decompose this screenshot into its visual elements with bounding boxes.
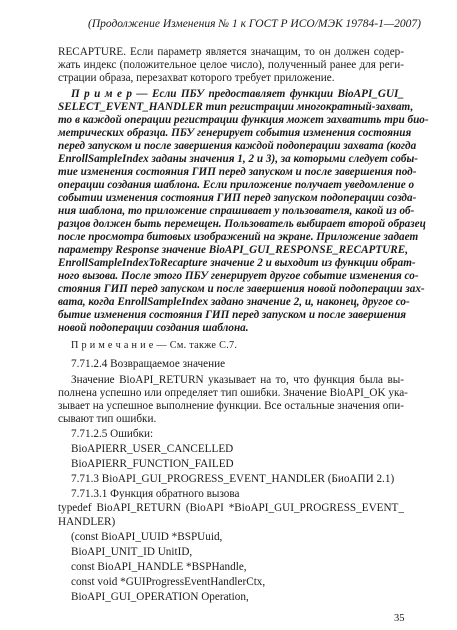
example-line: EnrollSampleIndexToRecapture значение 2 и выходит из функции обрат- [58,257,416,269]
example-line: после просмотра битовых изображений на экране. Приложение задает [58,231,419,243]
section-heading: 7.71.3.1 Функция обратного вызова [71,488,240,500]
code-line: (const BioAPI_UUID *BSPUuid, [71,531,223,543]
example-line: SELECT_EVENT_HANDLER тип регистрации многократный-захват, [58,101,414,113]
example-line: П р и м е р — Если ПБУ предоставляет функции BioAPI_GUI_ [71,88,404,100]
example-line: метрических образца. ПБУ генерирует события изменения состояния [58,127,412,139]
example-line: разцов должен быть перемещен. Пользователь выбирает второй образец [58,218,426,230]
code-line: BioAPI_GUI_OPERATION Operation, [71,591,249,603]
code-line: BioAPI_UNIT_ID UnitID, [71,546,193,558]
code-line: const void *GUIProgressEventHandlerCtx, [71,576,266,588]
section-heading: 7.71.2.4 Возвращаемое значение [71,358,226,370]
example-line: ния шаблона, то приложение спрашивает у пользователя, какой из об- [58,205,415,217]
paragraph-line: страции образа, перезахват которого требует приложение. [58,72,335,84]
code-line: const BioAPI_HANDLE *BSPHandle, [71,561,247,573]
paragraph-line: Значение BioAPI_RETURN указывает на то, что функция была вы- [71,374,404,386]
paragraph-line: зывает на успешное выполнение функции. Все остальные значения опи- [58,400,405,412]
error-code: BioAPIERR_USER_CANCELLED [71,443,234,455]
paragraph-line: полнена успешно или определяет тип ошибки. Значение BioAPI_OK ука- [58,387,408,399]
example-line: перед запуском и после завершения каждой подоперации захвата (когда [58,140,417,152]
example-line: бытие изменения состояния ГИП перед запуском и после завершения [58,309,407,321]
paragraph-line: сывают тип ошибки. [58,413,157,425]
code-line: typedef BioAPI_RETURN (BioAPI *BioAPI_GUI_PROGRESS_EVENT_ [58,502,404,514]
example-line: операции создания шаблона. Если приложение получает уведомление о [58,179,415,191]
page-header: (Продолжение Изменения № 1 к ГОСТ Р ИСО/МЭК 19784-1—2007) [88,18,421,30]
example-line: параметру Response значение BioAPI_GUI_RESPONSE_RECAPTURE, [58,244,409,256]
page-number: 35 [394,613,405,624]
note: П р и м е ч а н и е — См. также С.7. [71,340,238,351]
paragraph-line: жать индекс (положительное целое число), полученный ранее для реги- [58,59,404,71]
error-code: BioAPIERR_FUNCTION_FAILED [71,458,234,470]
example-line: вата, когда EnrollSampleIndex задано значение 2, и, наконец, другое со- [58,296,410,308]
example-line: событии изменения состояния ГИП перед запуском подоперации созда- [58,192,417,204]
code-line: HANDLER) [58,516,116,528]
example-line: то в каждой операции регистрации функция может захватить три био- [58,114,429,126]
section-heading: 7.71.3 BioAPI_GUI_PROGRESS_EVENT_HANDLER (БиоАПИ 2.1) [71,473,395,485]
example-line: ного вызова. После этого ПБУ генерирует другое событие изменения со- [58,270,419,282]
section-heading: 7.71.2.5 Ошибки: [71,428,154,440]
example-line: тие изменения состояния ГИП перед запуском и после завершения под- [58,166,417,178]
paragraph-line: RECAPTURE. Если параметр является значащим, то он должен содер- [58,46,404,58]
example-line: стояния ГИП перед запуском и после завершения новой подоперации зах- [58,283,425,295]
example-line: EnrollSampleIndex заданы значения 1, 2 и 3), за которыми следует собы- [58,153,419,165]
example-line: новой подоперации создания шаблона. [58,322,249,334]
